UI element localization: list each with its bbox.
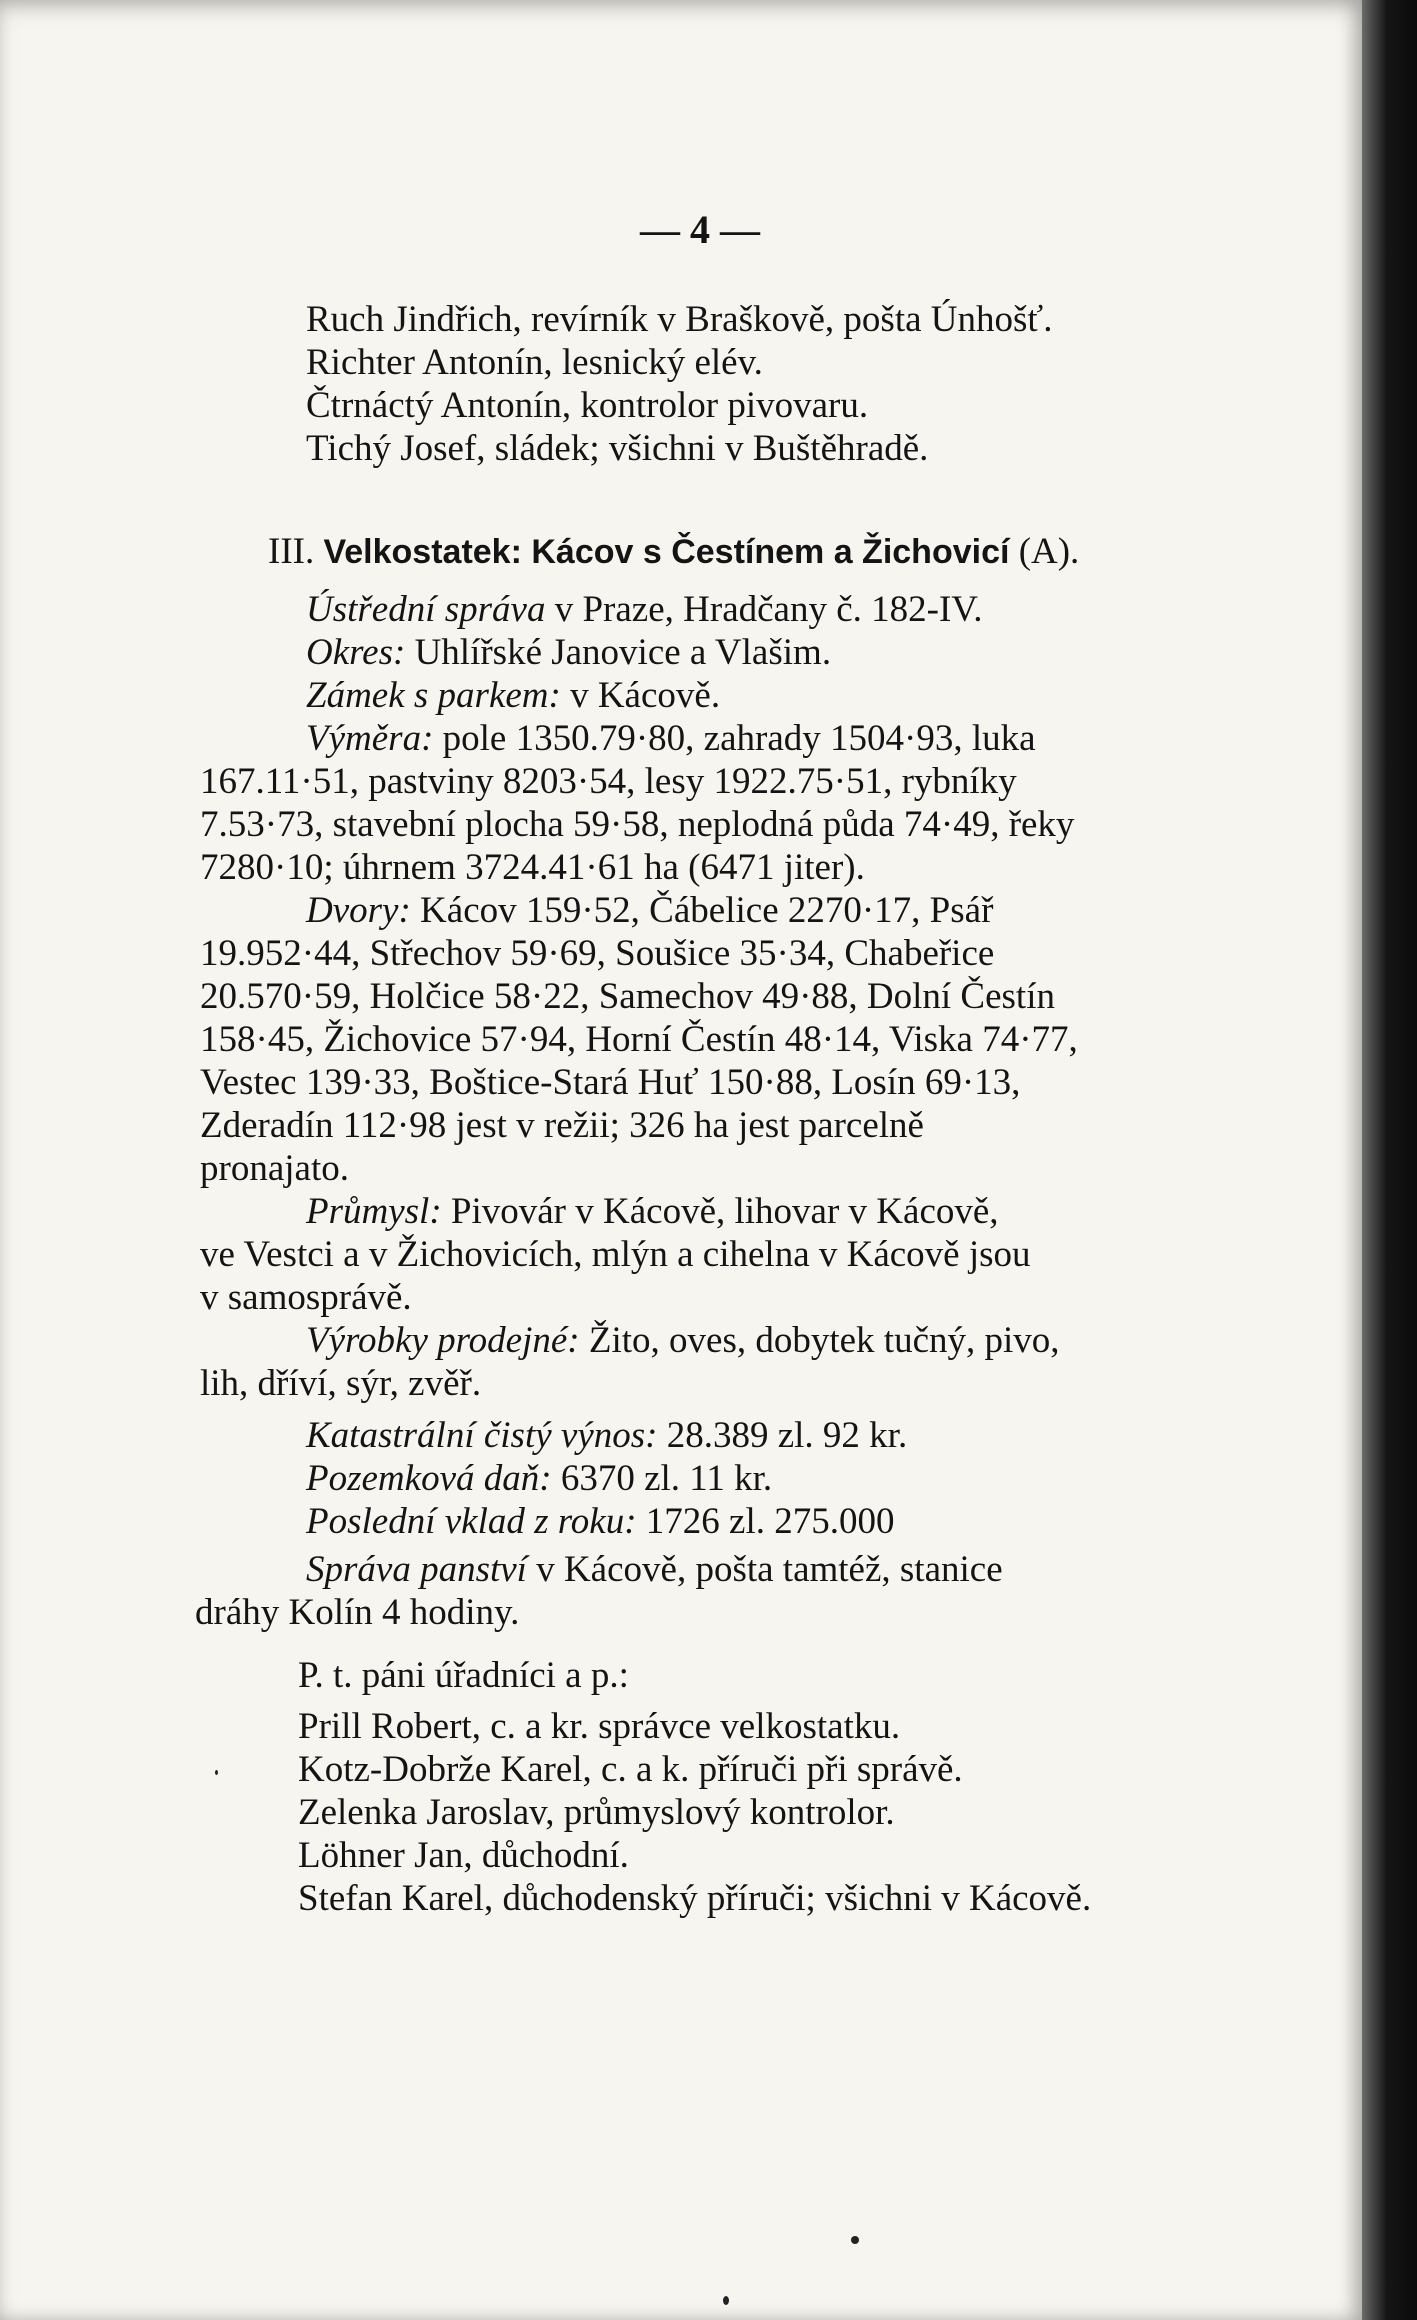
prumysl-line-2: ve Vestci a v Žichovicích, mlýn a cihelna v Kácově jsou — [200, 1234, 1031, 1275]
staff-line-5: Stefan Karel, důchodenský příruči; všichni v Kácově. — [298, 1878, 1092, 1919]
ink-speck — [723, 2296, 729, 2305]
sprava-line-1 — [306, 1548, 1003, 1591]
sprava-text-1: v Kácově, pošta tamtéž, stanice — [526, 1549, 1003, 1590]
vklad-value: 1726 zl. 275.000 — [636, 1501, 895, 1542]
section-title: Velkostatek: Kácov s Čestínem a Žichovicí — [323, 533, 1010, 571]
prumysl-label: Průmysl: — [306, 1191, 442, 1232]
dvory-label: Dvory: — [306, 890, 411, 931]
staff-prev-line-2: Richter Antonín, lesnický elév. — [306, 342, 763, 383]
vymera-line-3: 7.53·73, stavební plocha 59·58, neplodná půda 74·49, řeky — [200, 804, 1075, 845]
prumysl-line-3: v samosprávě. — [200, 1277, 412, 1318]
section-heading — [268, 530, 1079, 574]
staff-prev-line-1: Ruch Jindřich, revírník v Braškově, pošta Únhošť. — [306, 299, 1053, 340]
ink-speck — [851, 2236, 859, 2244]
katastr-label: Katastrální čistý výnos: — [306, 1415, 658, 1456]
sprava-line-2: dráhy Kolín 4 hodiny. — [195, 1592, 520, 1633]
dvory-text-1: Kácov 159·52, Čábelice 2270·17, Psář — [410, 890, 994, 931]
page-number: — 4 — — [640, 207, 760, 252]
staff-line-4: Löhner Jan, důchodní. — [298, 1835, 629, 1876]
vyrobky-line-1 — [306, 1319, 1060, 1362]
dvory-line-6: Zderadín 112·98 jest v režii; 326 ha jest parcelně — [200, 1105, 924, 1146]
section-suffix: (A). — [1018, 531, 1080, 572]
staff-heading: P. t. páni úřadníci a p.: — [298, 1655, 629, 1696]
okres-label: Okres: — [306, 632, 406, 673]
vyrobky-line-2: lih, dříví, sýr, zvěř. — [200, 1363, 482, 1404]
dan-label: Pozemková daň: — [306, 1458, 552, 1499]
ustredni-value: v Praze, Hradčany č. 182-IV. — [545, 589, 983, 630]
katastr-value: 28.389 zl. 92 kr. — [657, 1415, 908, 1456]
vklad-label: Poslední vklad z roku: — [306, 1501, 637, 1542]
page-edge-shadow — [1362, 0, 1417, 2320]
ink-speck — [215, 1770, 218, 1775]
vymera-line-4: 7280·10; úhrnem 3724.41·61 ha (6471 jiter). — [200, 847, 865, 888]
dvory-line-3: 20.570·59, Holčice 58·22, Samechov 49·88, Dolní Čestín — [200, 976, 1055, 1017]
dvory-line-1 — [306, 889, 993, 932]
staff-line-3: Zelenka Jaroslav, průmyslový kontrolor. — [298, 1792, 895, 1833]
staff-line-1: Prill Robert, c. a kr. správce velkostatku. — [298, 1706, 901, 1747]
zamek-value: v Kácově. — [560, 675, 721, 716]
vymera-text-1: pole 1350.79·80, zahrady 1504·93, luka — [433, 718, 1036, 759]
vymera-line-1 — [306, 717, 1036, 760]
zamek-label: Zámek s parkem: — [306, 675, 561, 716]
dvory-line-5: Vestec 139·33, Boštice-Stará Huť 150·88, Losín 69·13, — [200, 1062, 1021, 1103]
sprava-label: Správa panství — [306, 1549, 527, 1590]
dan-value: 6370 zl. 11 kr. — [551, 1458, 773, 1499]
dvory-line-7: pronajato. — [200, 1148, 349, 1189]
staff-line-2: Kotz-Dobrže Karel, c. a k. příruči při správě. — [298, 1749, 963, 1790]
vymera-label: Výměra: — [306, 718, 434, 759]
okres — [306, 631, 831, 674]
dvory-line-4: 158·45, Žichovice 57·94, Horní Čestín 48·14, Viska 74·77, — [200, 1019, 1078, 1060]
zamek — [306, 674, 720, 717]
dvory-line-2: 19.952·44, Střechov 59·69, Soušice 35·34, Chabeřice — [200, 933, 995, 974]
ustredni-label: Ústřední správa — [306, 589, 546, 630]
section-number: III. — [268, 531, 315, 572]
vyrobky-text-1: Žito, oves, dobytek tučný, pivo, — [579, 1320, 1060, 1361]
prumysl-text-1: Pivovár v Kácově, lihovar v Kácově, — [441, 1191, 999, 1232]
prumysl-line-1 — [306, 1190, 999, 1233]
vymera-line-2: 167.11·51, pastviny 8203·54, lesy 1922.75·51, rybníky — [200, 761, 1017, 802]
staff-prev-line-4: Tichý Josef, sládek; všichni v Buštěhradě. — [306, 428, 929, 469]
vyrobky-label: Výrobky prodejné: — [306, 1320, 580, 1361]
vklad — [306, 1500, 894, 1543]
okres-value: Uhlířské Janovice a Vlašim. — [405, 632, 832, 673]
katastr — [306, 1414, 907, 1457]
dan — [306, 1457, 772, 1500]
staff-prev-line-3: Čtrnáctý Antonín, kontrolor pivovaru. — [306, 385, 869, 426]
ustredni-sprava — [306, 588, 982, 631]
